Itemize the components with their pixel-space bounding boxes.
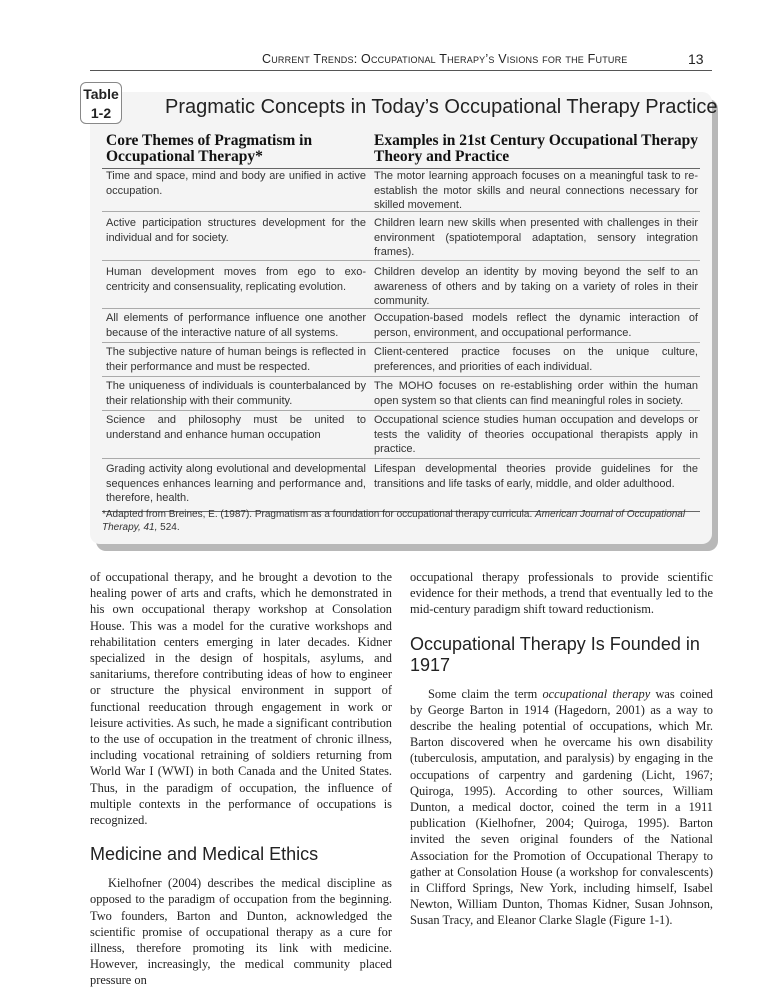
table-row — [102, 459, 700, 512]
table-cell-example: The MOHO focuses on re-establishing order within the human open system so that clients can find meaningful roles in society. — [374, 380, 698, 407]
table-cell-example: Lifespan developmental theories provide guidelines for the transitions and life tasks of early, middle, and older adulthood. — [374, 463, 698, 490]
italic-term: occupational therapy — [542, 686, 651, 701]
table-cell-example: Children learn new skills when presented with challenges in their environment (spatiotemporal adaptation, sensory integration frames). — [374, 217, 698, 258]
table-cell-theme: Grading activity along evolutional and developmental sequences enhances learning and performance and, therefore, health. — [106, 463, 366, 504]
table-cell-example: Client-centered practice focuses on the unique culture, preferences, and priorities of each individual. — [374, 346, 698, 373]
table-cell-example: The motor learning approach focuses on a meaningful task to re-establish the motor skills and neural connections necessary for skilled movement. — [374, 170, 698, 211]
table-number-tab — [80, 82, 122, 124]
column-header-examples: Examples in 21st Century Occupational Therapy Theory and Practice — [374, 132, 698, 165]
table-cell-theme: All elements of performance influence one another because of the interactive nature of all systems. — [106, 312, 366, 339]
body-paragraph — [410, 686, 713, 929]
table-cell-theme: The uniqueness of individuals is counterbalanced by their relationship with their community. — [106, 380, 366, 407]
section-heading-medicine: Medicine and Medical Ethics — [90, 844, 319, 865]
footnote-journal: American Journal of Occupational Therapy, 41, — [102, 509, 686, 533]
table-row — [102, 377, 700, 411]
body-paragraph: Kielhofner (2004) describes the medical discipline as opposed to the paradigm of occupation from the beginning. Two founders, Barton and Dunton, acknowledged the scientific promise of occupational therapy as a cure for illness, therefore promoting its link with medicine. However, increasingly, the medical community placed pressure on — [90, 876, 392, 988]
page-number: 13 — [688, 51, 704, 67]
running-head: Current Trends: Occupational Therapy’s Visions for the Future — [262, 52, 628, 66]
paragraph-rest: was coined by George Barton in 1914 (Hagedorn, 2001) as a way to describe the healing potential of occupations, which Mr. Barton discovered when he overcame his own disability (tuberculosis, amputation, and paralysis) by engaging in the occupations of carpentry and gardening (Licht, 1967; Quiroga, 1995). According to other sources, William Dunton, a medical doctor, coined the term in a 1911 publication (Kielhofner, 2004; Quiroga, 1995). Barton invited the seven original founders of the National Association for the Promotion of Occupational Therapy to gather at Consolation House (a workshop for convalescents) in Clifford Springs, New York, including himself, Isabel Newton, William Dunton, Thomas Kidner, Susan Johnson, Susan Tracy, and Eleanor Clarke Slagle (Figure 1-1). — [410, 686, 713, 928]
table-cell-theme: Science and philosophy must be united to understand and enhance human occupation — [106, 414, 366, 441]
table-cell-theme: Time and space, mind and body are unified in active occupation. — [106, 170, 366, 197]
table-footnote — [102, 508, 700, 534]
table-row — [102, 411, 700, 459]
table-cell-example: Occupational science studies human occupation and develops or tests the validity of theories occupational therapists apply in practice. — [374, 414, 698, 455]
body-paragraph: of occupational therapy, and he brought a devotion to the healing power of arts and crafts, which he demonstrated in his own occupational therapy workshop at Consolation House. This was a model for the curative workshops and rehabilitation centers emerging in later decades. Kidner specialized in the design of hospitals, asylums, and sanitariums, therefore contributing ideas of how to engineer or structure the physical environment in support of functional reeducation through engagement in work or leisure activities. As such, he made a significant contribution to the use of occupation in the treatment of chronic illness, including vocational retraining of soldiers returning from World War I (WWI) in both Canada and the United States. Thus, in the paradigm of occupation, the influence of multiple contexts in the performance of occupations is recognized. — [90, 570, 392, 828]
table-row — [102, 169, 700, 212]
table-row — [102, 343, 700, 377]
table-body — [102, 169, 700, 512]
table-tab-number: 1-2 — [90, 105, 112, 121]
header-rule — [90, 70, 712, 71]
table-cell-example: Children develop an identity by moving beyond the self to an awareness of others and by taking on a variety of roles in their community. — [374, 266, 698, 307]
table-row — [102, 261, 700, 309]
table-cell-theme: Human development moves from ego to exo-centricity and consensuality, replicating evolution. — [106, 266, 366, 293]
table-row — [102, 212, 700, 261]
right-text-column — [410, 569, 713, 929]
paragraph-start: Some claim the term — [428, 686, 543, 701]
column-header-core-themes: Core Themes of Pragmatism in Occupational Therapy* — [106, 132, 313, 165]
table-cell-theme: Active participation structures development for the individual and for society. — [106, 217, 366, 244]
table-title: Pragmatic Concepts in Today’s Occupational Therapy Practice — [165, 96, 718, 118]
table-row — [102, 309, 700, 343]
table-cell-theme: The subjective nature of human beings is reflected in their performance and must be respected. — [106, 346, 366, 373]
table-tab-label: Table — [83, 86, 119, 102]
left-text-column — [90, 569, 392, 989]
section-heading-founded: Occupational Therapy Is Founded in 1917 — [410, 633, 700, 675]
footnote-text: *Adapted from Breines, E. (1987). Pragmatism as a foundation for occupational therapy curricula. — [102, 509, 536, 520]
footnote-pages: 524. — [157, 522, 180, 533]
body-paragraph: occupational therapy professionals to provide scientific evidence for their methods, a trend that eventually led to the mid-century paradigm shift toward reductionism. — [410, 570, 713, 617]
table-cell-example: Occupation-based models reflect the dynamic interaction of person, environment, and occupational performance. — [374, 312, 698, 339]
